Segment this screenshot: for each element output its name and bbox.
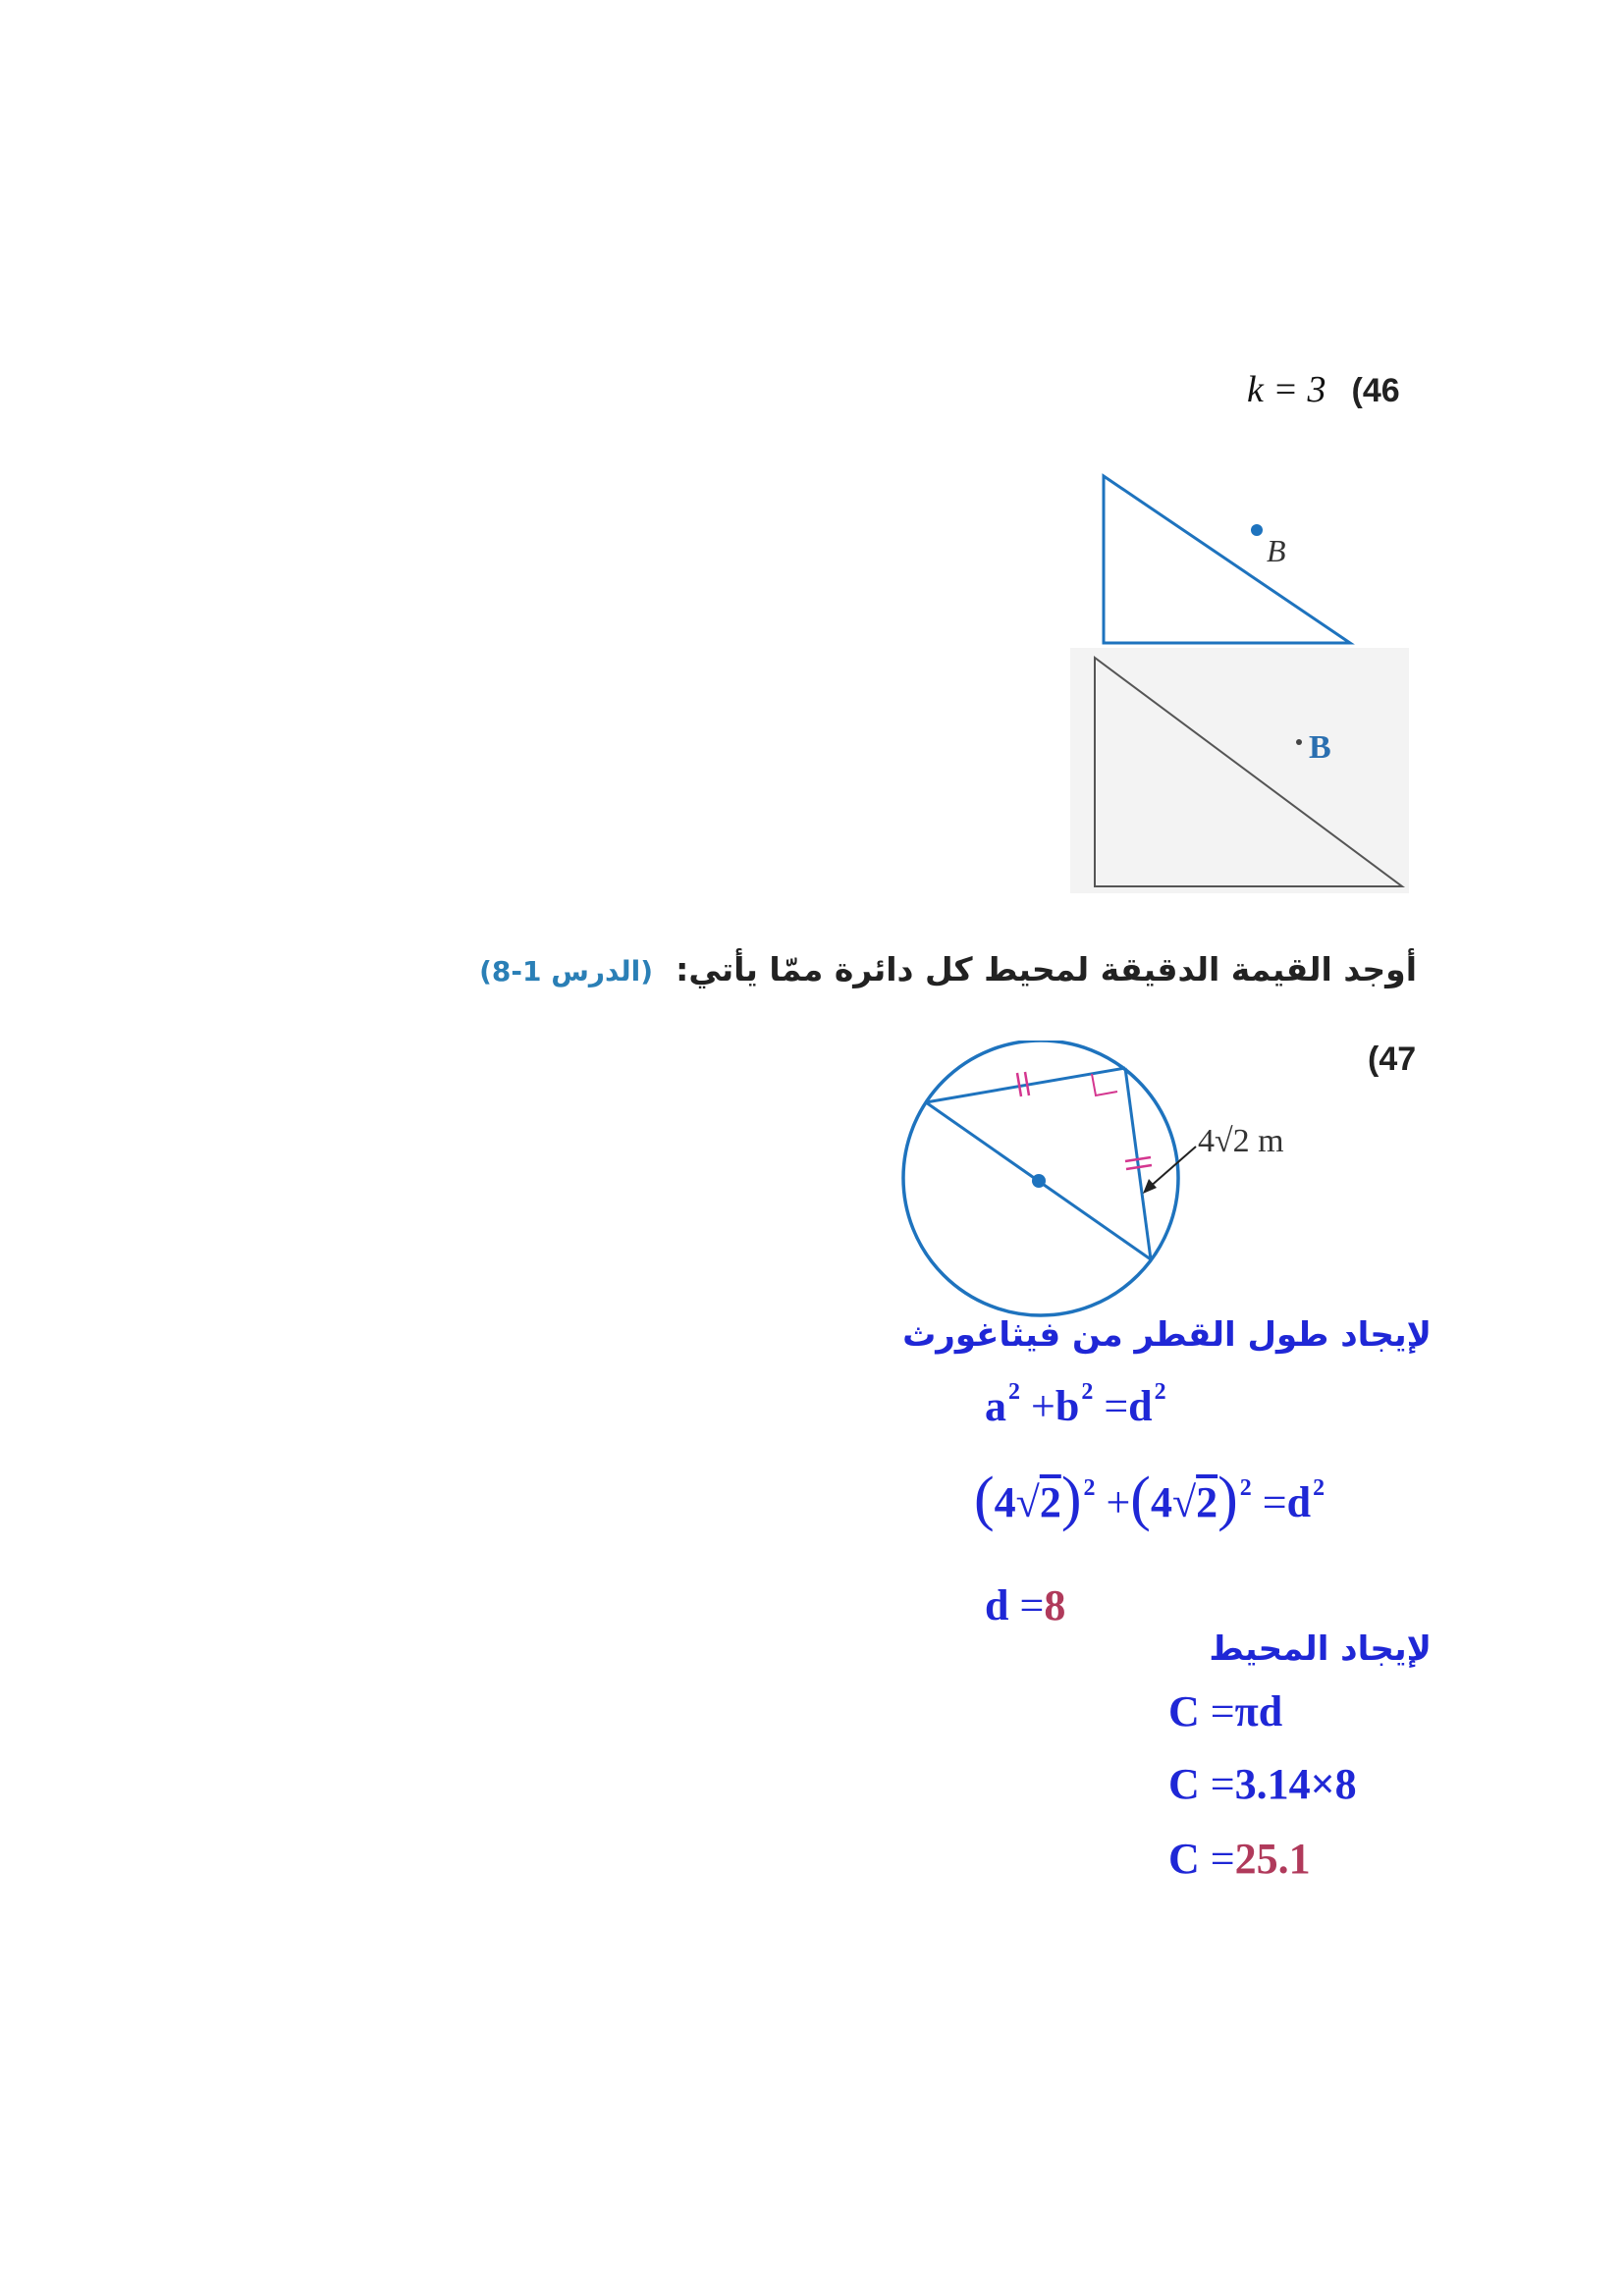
eq1-d: d — [1128, 1382, 1153, 1430]
eq5-lhs: C — [1168, 1760, 1200, 1808]
eq4-lhs: C — [1168, 1687, 1200, 1735]
point-b-dot — [1251, 524, 1263, 536]
eq3-lhs: d — [985, 1581, 1009, 1629]
equation-circumference-result: C =25.1 — [1168, 1835, 1311, 1883]
eq6-lhs: C — [1168, 1835, 1200, 1883]
eq6-value: 25.1 — [1234, 1835, 1311, 1883]
eq2-rhs-exp: 2 — [1313, 1475, 1325, 1501]
instruction-line — [435, 950, 1417, 988]
heading-find-circumference: لإيجاد المحيط — [1209, 1629, 1432, 1669]
original-triangle-shape — [1104, 476, 1350, 643]
eq2-radicand-2: 2 — [1196, 1478, 1218, 1526]
point-b-label: B — [1267, 533, 1286, 568]
answer-box-background — [1070, 648, 1409, 893]
point-b-label-answer: B — [1309, 729, 1331, 766]
eq1-d-exp: 2 — [1154, 1379, 1166, 1405]
problem-46-original-triangle — [1080, 461, 1375, 648]
equation-circumference-formula: C =πd — [1168, 1687, 1283, 1735]
eq2-radicand-1: 2 — [1039, 1478, 1061, 1526]
center-point — [1032, 1174, 1046, 1188]
eq1-a-exp: 2 — [1008, 1379, 1020, 1405]
eq1-b-exp: 2 — [1081, 1379, 1094, 1405]
problem-47-number: (47 — [1368, 1041, 1417, 1078]
equation-circumference-substitution: C =3.14×8 — [1168, 1760, 1357, 1808]
eq1-b: b — [1055, 1382, 1080, 1430]
eq1-a: a — [985, 1382, 1006, 1430]
instruction-text: أوجد القيمة الدقيقة لمحيط كل دائرة ممّا يأتي: — [676, 950, 1417, 988]
eq4-rhs: πd — [1234, 1687, 1283, 1735]
label-arrow-line — [1149, 1147, 1196, 1188]
eq2-term-2: 4 — [1150, 1478, 1172, 1526]
eq2-term-1: 4 — [994, 1478, 1016, 1526]
eq5-rhs: 3.14×8 — [1234, 1760, 1357, 1808]
right-angle-mark — [1092, 1074, 1117, 1095]
chord-right — [1125, 1068, 1151, 1259]
problem-46-header — [1247, 368, 1400, 411]
problem-46-dilated-triangle — [1070, 648, 1409, 893]
eq2-rhs: d — [1286, 1478, 1312, 1526]
equation-diameter-result: d =8 — [985, 1581, 1066, 1629]
side-length-label: 4√2 m — [1198, 1123, 1284, 1159]
eq2-exp-2: 2 — [1239, 1475, 1252, 1501]
equation-substitution: $(4√2)^2 +(4√2)^2 =d^2$ — [974, 1466, 1325, 1532]
problem-46-statement: k = 3 — [1247, 369, 1326, 410]
eq3-value: 8 — [1044, 1581, 1066, 1629]
problem-46-number: (46 — [1351, 372, 1400, 409]
problem-47-circle-figure — [884, 1041, 1355, 1325]
equation-pythagoras: $a^2 +b^2 =d^2$ — [985, 1379, 1166, 1430]
lesson-reference: (الدرس 1-8) — [479, 955, 654, 988]
heading-find-diameter: لإيجاد طول القطر من فيثاغورث — [902, 1315, 1432, 1355]
label-arrow-head — [1143, 1179, 1157, 1194]
eq2-exp-1: 2 — [1083, 1475, 1096, 1501]
point-b-dot-answer — [1296, 739, 1302, 745]
